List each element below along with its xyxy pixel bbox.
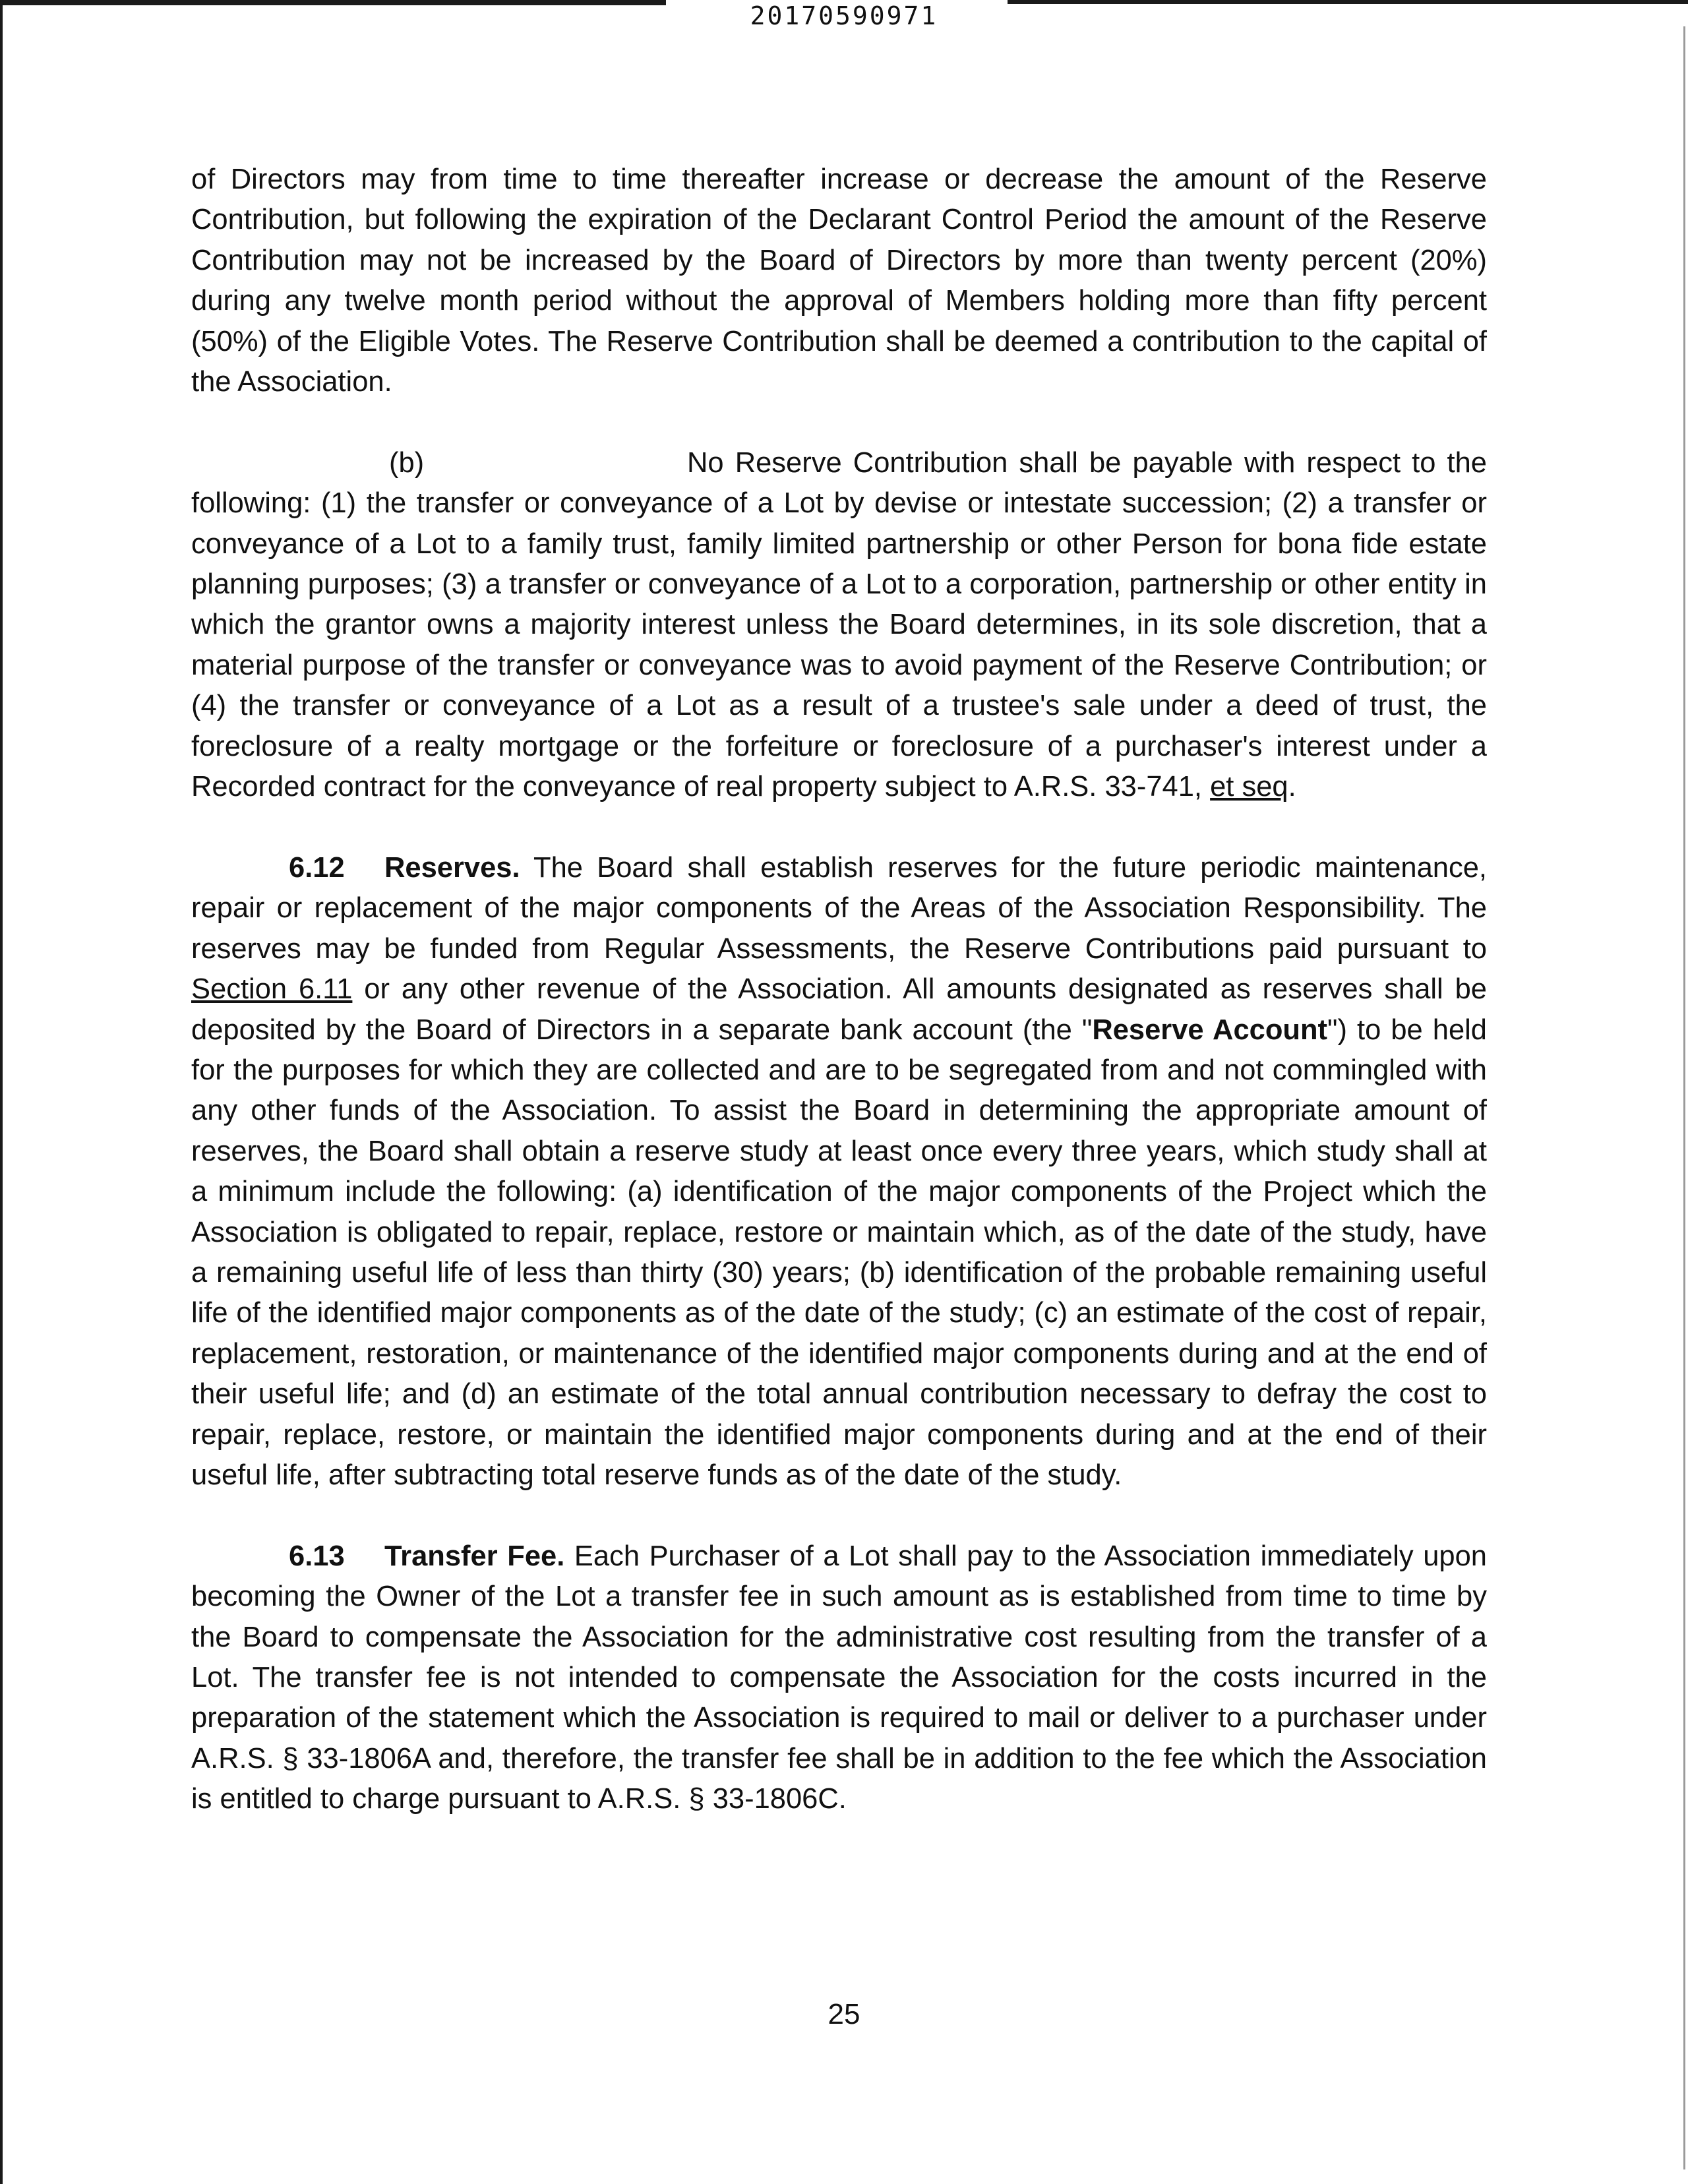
section-6-11-reference: Section 6.11 xyxy=(191,973,353,1006)
paragraph-continuation xyxy=(191,160,1487,402)
section-6-12-text-3: ") to be held for the purposes for which they are collected and are to be segregated from and not commingled with any other funds of the Association. To assist the Board in determining the appropriate amount of reserves, the Board shall obtain a reserve study at least once every three years, which study shall at a minimum include the following: (a) identification of the major components of the Project which the Association is obligated to repair, replace, restore or maintain which, as of the date of the study, have a remaining useful life of less than thirty (30) years; (b) identification of the probable remaining useful life of the identified major components as of the date of the study; (c) an estimate of the cost of repair, replacement, restoration, or maintenance of the identified major components during and at the end of their useful life; and (d) an estimate of the total annual contribution necessary to defray the cost to repair, replace, restore, or maintain the identified major components during and at the end of their useful life, after subtracting total reserve funds as of the date of the study. xyxy=(191,1014,1487,1491)
scan-edge-right xyxy=(1683,26,1685,2169)
et-seq: et seq xyxy=(1210,771,1288,803)
paragraph-b-text: No Reserve Contribution shall be payable with respect to the following: (1) the transfer or conveyance of a Lot by devise or intestate succession; (2) a transfer or conveyance of a Lot to a family trust, family limited partnership or other Person for bona fide estate planning purposes; (3) a transfer or conveyance of a Lot to a corporation, partnership or other entity in which the grantor owns a majority interest unless the Board determines, in its sole discretion, that a material purpose of the transfer or conveyance was to avoid payment of the Reserve Contribution; or (4) the transfer or conveyance of a Lot as a result of a trustee's sale under a deed of trust, the foreclosure of a realty mortgage or the forfeiture or foreclosure of a purchaser's interest under a Recorded contract for the conveyance of real property subject to A.R.S. 33-741, xyxy=(191,446,1487,803)
document-number: 20170590971 xyxy=(750,1,938,30)
paragraph-b-text-end: . xyxy=(1288,771,1296,803)
section-6-12-text-1: The Board shall establish reserves for the future periodic maintenance, repair or replacement of the major components of the Areas of the Association Responsibility. The reserves may be funded from Regular Assessments, the Reserve Contributions paid pursuant to xyxy=(191,851,1487,965)
paragraph-continuation-text: of Directors may from time to time thereafter increase or decrease the amount of the Reserve Contribution, but following the expiration of the Declarant Control Period the amount of the Reserve Contribution may not be increased by the Board of Directors by more than twenty percent (20%) during any twelve month period without the approval of Members holding more than fifty percent (50%) of the Eligible Votes. The Reserve Contribution shall be deemed a contribution to the capital of the Association. xyxy=(191,164,1487,398)
reserve-account-term: Reserve Account xyxy=(1092,1014,1328,1046)
section-6-13-title: Transfer Fee. xyxy=(384,1540,565,1572)
paragraph-b-label: (b) xyxy=(389,446,425,479)
section-6-12 xyxy=(191,848,1487,1496)
scan-edge-left xyxy=(0,0,3,2184)
section-6-12-number: 6.12 xyxy=(289,851,345,884)
section-6-12-title: Reserves. xyxy=(384,851,520,884)
section-6-13-text: Each Purchaser of a Lot shall pay to the Association immediately upon becoming the Owner of the Lot a transfer fee in such amount as is established from time to time by the Board to compensate the Association for the administrative cost resulting from the transfer of a Lot. The transfer fee is not intended to compensate the Association for the costs incurred in the preparation of the statement which the Association is required to mail or deliver to a purchaser under A.R.S. § 33-1806A and, therefore, the transfer fee shall be in addition to the fee which the Association is entitled to charge pursuant to A.R.S. § 33-1806C. xyxy=(191,1540,1487,1815)
document-body xyxy=(191,160,1487,1860)
section-6-13 xyxy=(191,1536,1487,1820)
paragraph-b xyxy=(191,443,1487,808)
section-6-12-text-2: or any other revenue of the Association. All amounts designated as reserves shall be deposited by the Board of Directors in a separate bank account (the " xyxy=(191,973,1487,1046)
section-6-13-number: 6.13 xyxy=(289,1540,345,1572)
page-number: 25 xyxy=(828,1998,860,2030)
